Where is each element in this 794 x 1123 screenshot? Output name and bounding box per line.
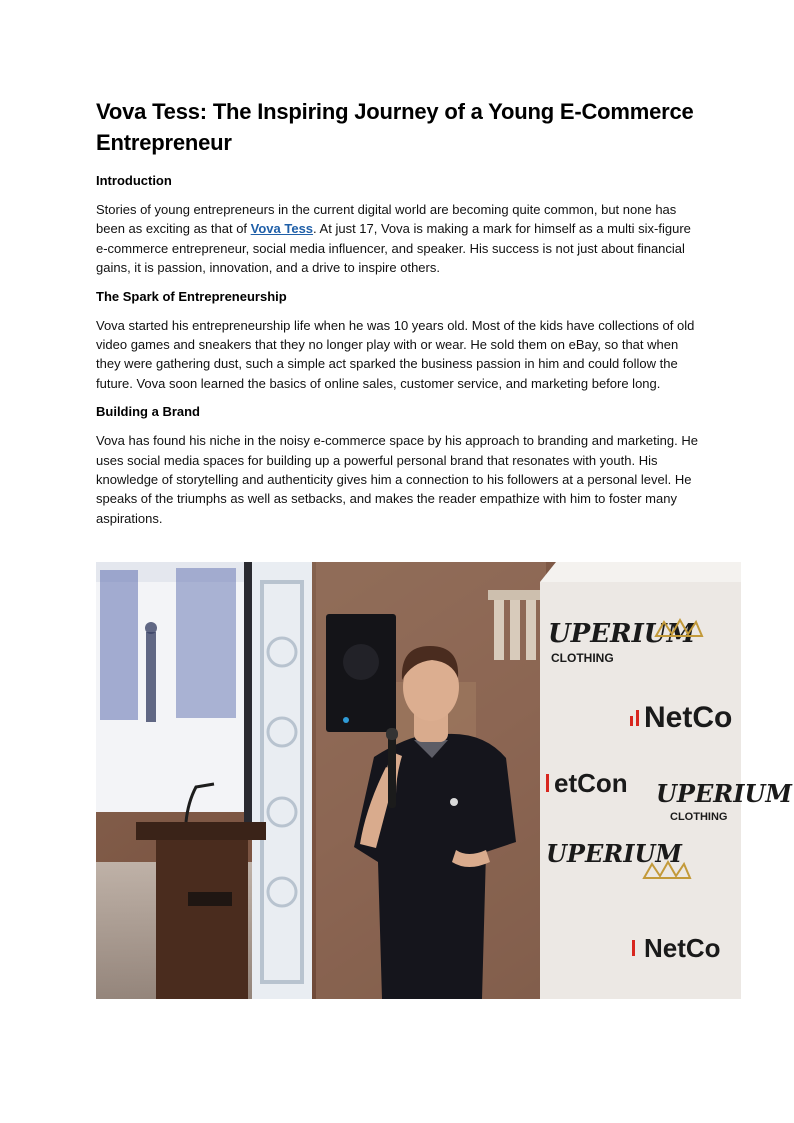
podium-top [136,822,266,840]
intro-text-end: . At just 17, Vova is making a mark for himself as a multi six-figure e-commerce entrepreneur, social media influencer, and speaker. His success is not just about financial gains, it is passion, innovation, and a drive to inspire others. [96,221,691,276]
brand-heading: Building a Brand [96,404,200,420]
intro-paragraph [96,200,698,278]
spark-heading: The Spark of Entrepreneurship [96,288,287,304]
banner-superium-1: UPERIUM [548,619,696,649]
banner-superium-3: UPERIUM [546,839,682,868]
speaker-photo-illustration [96,562,792,999]
banner-netcon-3: NetCo [644,933,721,963]
document-page [96,96,698,538]
banner-netcon-1: NetCo [644,701,733,734]
article-title: Vova Tess: The Inspiring Journey of a Young E-Commerce Entrepreneur [96,99,694,155]
podium [156,840,248,999]
banner-netcon-2: etCon [554,768,628,798]
microphone [388,732,396,808]
banner-clothing-2: CLOTHING [670,811,728,823]
banner-superium-2: UPERIUM [656,779,792,808]
banner-clothing-1: CLOTHING [551,651,614,665]
intro-heading: Introduction [96,173,172,188]
speaker-photo [96,562,792,999]
intro-text-start: Stories of young entrepreneurs in the current digital world are becoming quite common, but none has been as exciting as that of [96,202,677,237]
vova-tess-link[interactable]: Vova Tess [250,221,314,237]
spark-paragraph: Vova started his entrepreneurship life when he was 10 years old. Most of the kids have collections of old video games and sneakers that they no longer play with or wear. He sold them on eBay, so that when they were gathering dust, such a simple act sparked the business passion in him and could follow the future. Vova soon learned the basics of online sales, customer service, and marketing before long. [96,317,695,391]
brand-paragraph: Vova has found his niche in the noisy e-commerce space by his approach to branding and marketing. He uses social media spaces for building up a powerful personal brand that resonates with youth. His knowledge of storytelling and authenticity gives him a connection to his followers at a personal level. He speaks of the triumphs as well as setbacks, and makes the reader empathize with him to foster many aspirations. [96,433,698,526]
